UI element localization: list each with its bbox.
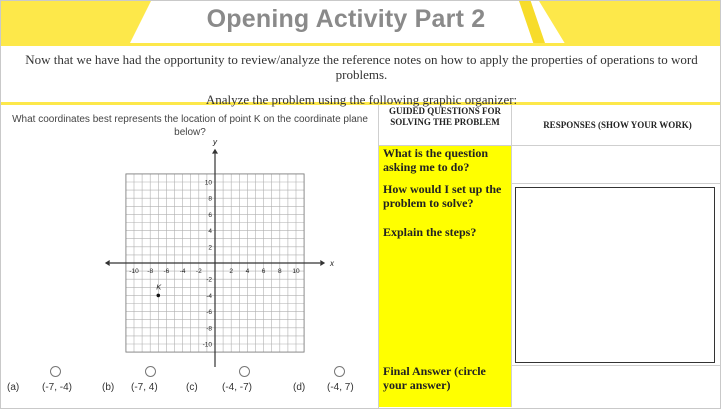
choice-c-value: (-4, -7) [222, 382, 252, 393]
x-tick-label: 2 [229, 268, 234, 275]
choice-a-value: (-7, -4) [42, 382, 72, 393]
question-panel [1, 105, 378, 409]
y-tick-label: 10 [204, 179, 212, 187]
response-box[interactable] [515, 187, 715, 363]
y-tick-label: -6 [206, 309, 212, 317]
point-k-marker [157, 294, 161, 298]
row-divider [511, 183, 721, 184]
banner-decoration-left [1, 1, 151, 43]
point-group [156, 282, 162, 297]
x-tick-label: -2 [195, 268, 202, 275]
guided-question-3: Explain the steps? [383, 225, 477, 239]
analyze-instruction: Analyze the problem using the following graphic organizer: [205, 92, 518, 107]
y-tick-label: -4 [206, 292, 212, 300]
choice-a-radio[interactable] [50, 366, 61, 377]
choice-d-letter: (d) [293, 382, 306, 393]
choice-b-letter: (b) [102, 382, 115, 393]
row-divider [511, 365, 721, 366]
graphic-organizer [378, 105, 721, 409]
answer-choices [1, 361, 378, 406]
y-tick-label: 2 [208, 244, 212, 252]
x-tick-label: 4 [245, 268, 250, 275]
page-title: Opening Activity Part 2 [206, 5, 486, 33]
x-tick-label: -4 [179, 268, 186, 275]
x-tick-label: 10 [292, 268, 300, 275]
choice-c-letter: (c) [186, 382, 198, 393]
y-tick-label: -2 [206, 276, 212, 284]
axes [105, 138, 335, 367]
title-banner [1, 1, 721, 43]
x-axis-arrow-left [105, 260, 110, 266]
choice-b-radio[interactable] [145, 366, 156, 377]
choice-d-value: (-4, 7) [327, 382, 354, 393]
choice-d-radio[interactable] [334, 366, 345, 377]
intro-text: Now that we have had the opportunity to review/analyze the reference notes on how to apply the properties of operations to word problems. [25, 52, 698, 82]
x-tick-label: -6 [163, 268, 170, 275]
choice-a-letter: (a) [7, 382, 20, 393]
y-tick-label: -8 [206, 325, 212, 333]
x-tick-label: -8 [147, 268, 154, 275]
guided-question-2: How would I set up the problem to solve? [383, 182, 502, 210]
y-tick-label: 4 [208, 228, 212, 236]
banner-decoration-right [539, 1, 721, 43]
final-answer-label: Final Answer (circle your answer) [383, 364, 486, 392]
column-divider [511, 145, 512, 407]
x-axis-label: x [330, 259, 335, 268]
header-responses: RESPONSES (SHOW YOUR WORK) [511, 105, 721, 145]
x-tick-label: 8 [277, 268, 282, 275]
question-text: What coordinates best represents the location of point K on the coordinate plane below? [12, 114, 368, 138]
header-guided-questions: GUIDED QUESTIONS FOR SOLVING THE PROBLEM [388, 106, 502, 127]
x-axis-arrow-right [320, 260, 325, 266]
x-tick-label: 6 [261, 268, 266, 275]
choice-c-radio[interactable] [239, 366, 250, 377]
y-tick-label: 8 [208, 195, 212, 203]
y-axis-arrow-up [212, 149, 218, 154]
point-k-label: K [156, 282, 162, 292]
y-axis-label: y [213, 137, 217, 147]
x-tick-label: -10 [129, 268, 139, 275]
choice-b-value: (-7, 4) [131, 382, 158, 393]
guided-question-1: What is the question asking me to do? [383, 146, 489, 174]
intro-section [1, 43, 721, 105]
y-tick-label: -10 [202, 341, 212, 349]
y-tick-label: 6 [208, 211, 212, 219]
coordinate-plane [97, 137, 337, 367]
